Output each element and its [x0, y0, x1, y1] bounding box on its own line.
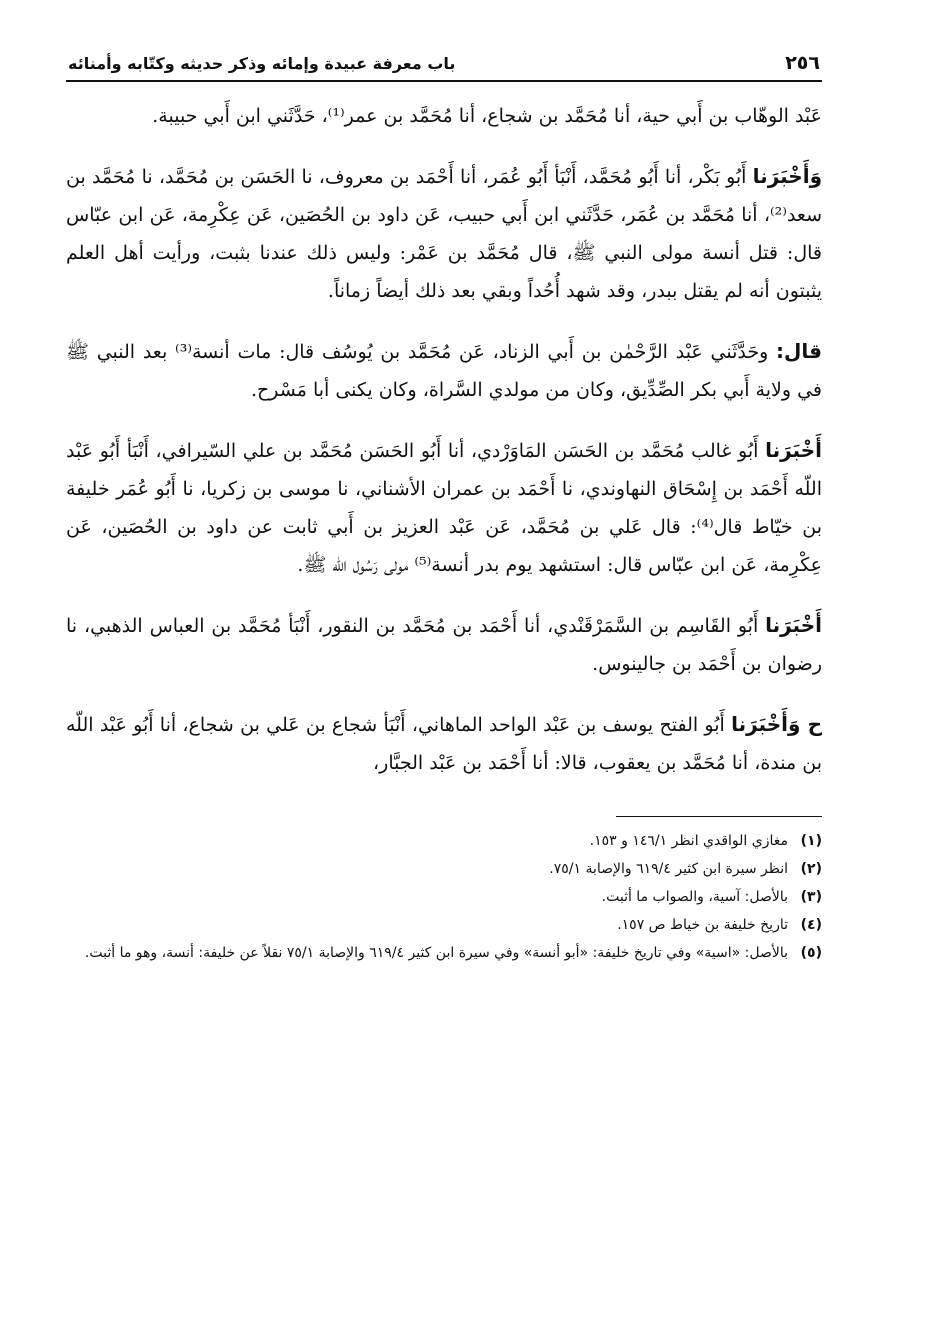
footnote [66, 941, 822, 965]
footnote-text: تاريخ خليفة بن خياط ص ١٥٧. [617, 917, 788, 933]
footnote-text: انظر سيرة ابن كثير ٦١٩/٤ والإصابة ٧٥/١. [549, 861, 788, 877]
footnote-text: بالأصل: آسية، والصواب ما أثبت. [601, 889, 788, 905]
paragraph-text: وحَدَّثَني عَبْد الرَّحْمٰن بن أَبي الزناد، عَن مُحَمَّد بن يُوسُف قال: مات أنسة⁽³⁾ بعد النبي ﷺ في ولاية أَبي بكر الصِّدِّيق، وكان من مولدي السَّراة، وكان يكنى أبا مَسْرح. [66, 341, 822, 401]
paragraph [66, 96, 822, 135]
paragraph [66, 431, 822, 584]
paragraph [66, 157, 822, 310]
footnote-number: (٥) [800, 945, 822, 961]
footnotes [66, 829, 822, 965]
page [66, 52, 822, 969]
footnote-number: (٢) [800, 861, 822, 877]
header-rule [66, 80, 822, 82]
paragraph-lead: أَخْبَرَنا [765, 613, 822, 637]
paragraph-lead: أَخْبَرَنا [765, 438, 822, 462]
footnote [66, 913, 822, 937]
footnote-number: (٣) [800, 889, 822, 905]
footnote [66, 829, 822, 853]
footnote-number: (١) [800, 833, 822, 849]
footnote [66, 885, 822, 909]
paragraph-text: أَبُو الفتح يوسف بن عَبْد الواحد الماهاني، أَنْبَأ شجاع بن عَلي بن شجاع، أنا أَبُو عَبْد اللّه بن مندة، أنا مُحَمَّد بن يعقوب، قالا: أنا أَحْمَد بن عَبْد الجبَّار، [66, 714, 822, 774]
paragraph-text: أَبُو القَاسِم بن السَّمَرْقَنْدي، أنا أَحْمَد بن مُحَمَّد بن النقور، أَنْبَأ مُحَمَّد بن العباس الذهبي، نا رضوان بن أَحْمَد بن جالينوس. [66, 615, 822, 675]
paragraph-text: عَبْد الوهّاب بن أَبي حية، أنا مُحَمَّد بن شجاع، أنا مُحَمَّد بن عمر⁽¹⁾، حَدَّثَني ابن أَبي حبيبة. [152, 105, 822, 127]
paragraph [66, 705, 822, 782]
footnote-text: بالأصل: «اسية» وفي تاريخ خليفة: «أبو أنسة» وفي سيرة ابن كثير ٦١٩/٤ والإصابة ٧٥/١ نقلاً عن خليفة: أنسة، وهو ما أثبت. [84, 945, 788, 961]
footnote-separator [616, 816, 822, 817]
footnote [66, 857, 822, 881]
running-title: باب معرفة عبيدة وإمائه وذكر حديثه وكتّابه وأمنائه [68, 54, 456, 73]
paragraph-text: أَبُو بَكْر، أنا أَبُو مُحَمَّد، أَنْبَأ أَبُو عُمَر، أنا أَحْمَد بن معروف، نا الحَسَن بن مُحَمَّد، نا مُحَمَّد بن سعد⁽²⁾، أنا مُحَمَّد بن عُمَر، حَدَّثَني ابن أَبي حبيب، عَن داود بن الحُصَين، عَن عِكْرِمة، عَن ابن عبّاس قال: قتل أنسة مولى النبي ﷺ، قال مُحَمَّد بن عَمْر: وليس ذلك عندنا بثبت، ورأيت أهل العلم يثبتون أنه لم يقتل ببدر، وقد شهد أُحُداً وبقي بعد ذلك أيضاً زماناً. [66, 166, 823, 302]
paragraph-text: أَبُو غالب مُحَمَّد بن الحَسَن المَاوَرْدي، أنا أَبُو الحَسَن مُحَمَّد بن علي السّيرافي، أَنْبَأ أَبُو عَبْد اللّه أَحْمَد بن إِسْحَاق النهاوندي، نا أَحْمَد بن عمران الأشناني، نا موسى بن زكريا، نا أَبُو عُمَر خليفة بن خيّاط قال⁽⁴⁾: قال عَلي بن مُحَمَّد، عَن عَبْد العزيز بن أَبي ثابت عن داود بن الحُصَين، عَن عِكْرِمة، عَن ابن عبّاس قال: استشهد يوم بدر أنسة⁽⁵⁾ مولى رَسُول اللّه ﷺ. [66, 440, 822, 576]
footnote-number: (٤) [800, 917, 822, 933]
paragraph [66, 332, 822, 409]
running-header [66, 52, 822, 80]
page-number: ٢٥٦ [785, 52, 820, 74]
footnote-text: مغازي الواقدي انظر ١٤٦/١ و ١٥٣. [589, 833, 788, 849]
paragraph-lead: وَأَخْبَرَنا [752, 164, 822, 188]
paragraph-lead: ح وَأَخْبَرَنا [731, 712, 823, 736]
paragraph-lead: قال: [776, 339, 823, 363]
paragraph [66, 606, 822, 683]
